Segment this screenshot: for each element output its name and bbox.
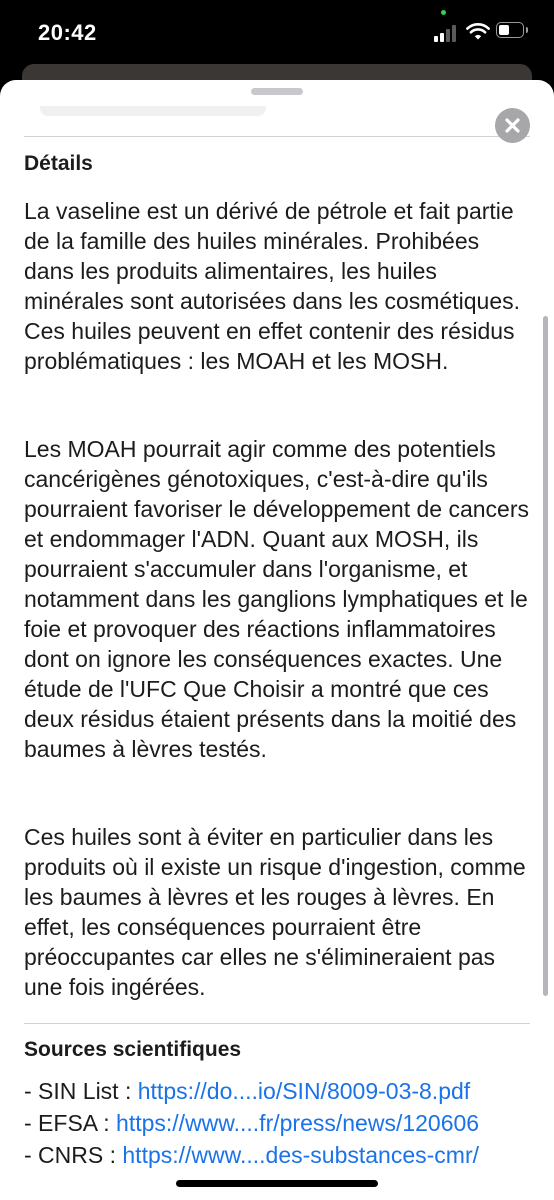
- details-paragraph: La vaseline est un dérivé de pétrole et fait partie de la famille des huiles minérales. Prohibées dans les produits alimentaires, les huiles minérales sont autorisées dans les cosmétiques. Ces huiles peuvent en effet contenir des résidus problématiques : les MOAH et les MOSH.: [24, 198, 521, 374]
- divider: [24, 1023, 530, 1024]
- close-button[interactable]: [495, 108, 530, 143]
- privacy-indicator: [441, 10, 446, 15]
- details-paragraph: Ces huiles sont à éviter en particulier dans les produits où il existe un risque d'ingestion, comme les baumes à lèvres et les rouges à lèvres. En effet, les conséquences pourraient être préoccupantes car elles ne s'élimineraient pas une fois ingérées.: [24, 824, 526, 1000]
- source-item: [24, 1109, 554, 1137]
- status-bar: [0, 0, 554, 64]
- close-icon: [504, 117, 521, 134]
- source-label: - SIN List :: [24, 1078, 138, 1104]
- source-link[interactable]: https://www....des-substances-cmr/: [122, 1142, 480, 1168]
- sources-title: Sources scientifiques: [24, 1038, 242, 1061]
- source-link[interactable]: https://do....io/SIN/8009-03-8.pdf: [137, 1078, 471, 1104]
- scrollbar[interactable]: [543, 316, 548, 996]
- details-paragraph: Les MOAH pourrait agir comme des potentiels cancérigènes génotoxiques, c'est-à-dire qu'ils pourraient favoriser le développement de cancers et endommager l'ADN. Quant aux MOSH, ils pourraient s'accumuler dans l'organisme, et notamment dans les ganglions lymphatiques et le foie et provoquer des réactions inflammatoires dont on ignore les conséquences exactes. Une étude de l'UFC Que Choisir a montré que ces deux résidus étaient présents dans la moitié des baumes à lèvres testés.: [24, 436, 530, 762]
- bottom-sheet: [0, 80, 554, 1200]
- wifi-icon: [466, 22, 490, 42]
- source-label: - EFSA :: [24, 1110, 117, 1136]
- status-time: 20:42: [38, 20, 97, 45]
- signal-icon: [434, 24, 460, 42]
- divider: [24, 136, 530, 137]
- sheet-grabber[interactable]: [251, 88, 303, 95]
- source-label: - CNRS :: [24, 1142, 123, 1168]
- source-item: [24, 1077, 554, 1105]
- source-item: [24, 1141, 554, 1169]
- battery-icon: [496, 22, 530, 40]
- source-link[interactable]: https://www....fr/press/news/120606: [116, 1110, 480, 1136]
- home-indicator[interactable]: [176, 1180, 378, 1187]
- details-title: Détails: [24, 152, 93, 175]
- previous-section-edge: [40, 106, 266, 116]
